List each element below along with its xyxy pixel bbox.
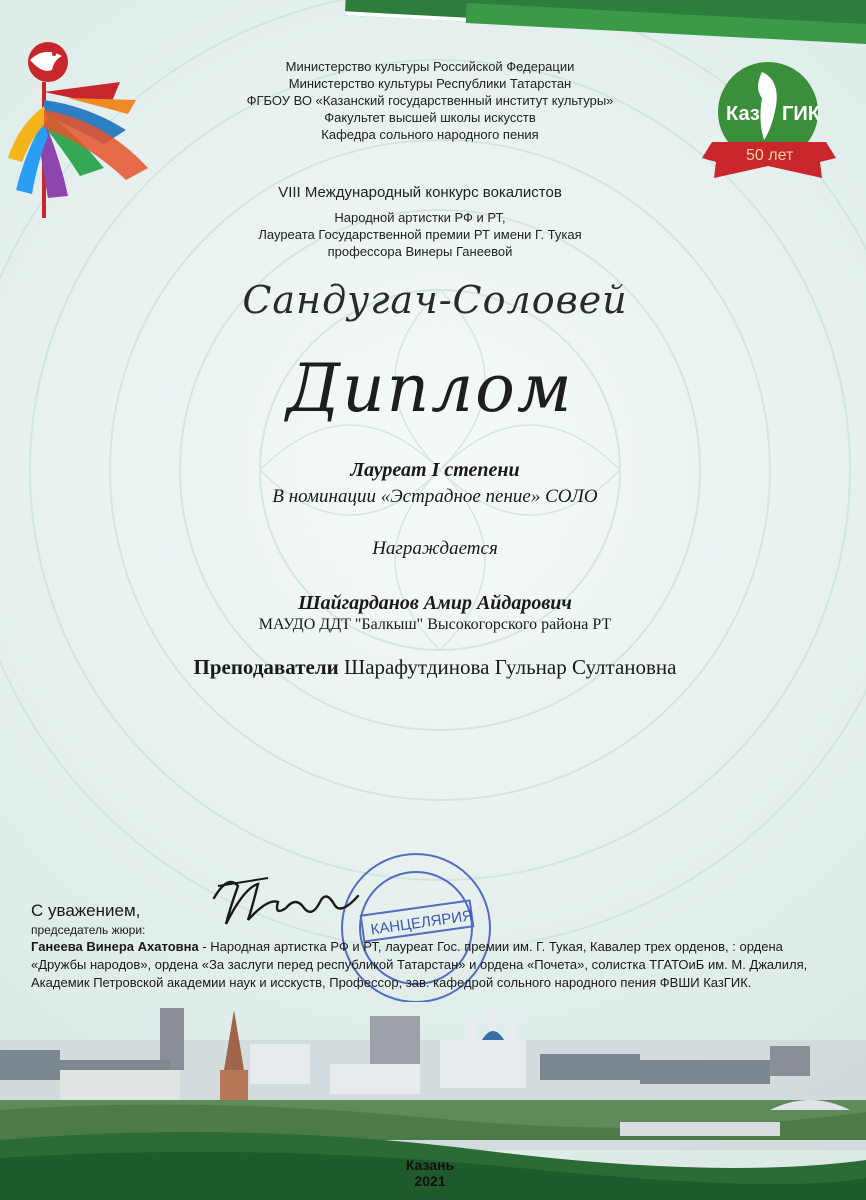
jury-description (31, 938, 831, 992)
awarded-label: Награждается (372, 538, 498, 559)
nomination: В номинации «Эстрадное пение» СОЛО (272, 486, 598, 507)
header-line: Министерство культуры Российской Федерации (285, 59, 575, 74)
recipient-name: Шайгарданов Амир Айдарович (298, 592, 572, 614)
contest-subline: профессора Винеры Ганеевой (327, 244, 513, 259)
contest-name: Сандугач-Соловей (242, 278, 628, 322)
kazgik-right-text: ГИК (782, 103, 820, 125)
stamp-text: КАНЦЕЛЯРИЯ (369, 907, 474, 939)
footer-year: 2021 (414, 1173, 446, 1189)
contest-subline: Народной артистки РФ и РТ, (334, 210, 506, 225)
ministry-header (180, 58, 680, 143)
teachers-label: Преподаватели (193, 655, 339, 679)
footer-city: Казань (405, 1157, 455, 1173)
jury-details: - Народная артистка РФ и РТ, лауреат Гос. премии им. Г. Тукая, Кавалер трех орденов, : ордена «Дружбы народов», ордена «За заслуги перед республикой Татарстан» и ордена «Почета», солистка ТГАТОиБ им. М. Джалиля, Академик Петровской академии наук и исскуств, Профессор, зав. кафедрой сольного народного пения ФВШИ КазГИК. (31, 939, 808, 990)
footer (330, 1157, 530, 1189)
header-line: Министерство культуры Республики Татарстан (288, 76, 572, 91)
laureate-degree: Лауреат I степени (350, 459, 520, 481)
jury-name: Ганеева Винера Ахатовна (31, 939, 199, 954)
kazgik-logo (702, 58, 838, 188)
diploma-title: Диплом (286, 350, 574, 427)
header-line: Факультет высшей школы искусств (324, 110, 536, 125)
teachers-name: Шарафутдинова Гульнар Султановна (344, 655, 677, 679)
jury-signature (208, 868, 368, 938)
kazgik-left-text: Каз (726, 103, 760, 125)
contest-subline: Лауреата Государственной премии РТ имени Г. Тукая (258, 227, 582, 242)
contest-title: VIII Международный конкурс вокалистов (278, 184, 562, 201)
contest-info (160, 183, 680, 260)
recipient-organization: МАУДО ДДТ "Балкыш" Высокогорского района РТ (258, 616, 612, 633)
kazgik-anniversary: 50 лет (746, 147, 794, 164)
header-line: Кафедра сольного народного пения (321, 127, 539, 142)
festival-logo (8, 40, 158, 225)
jury-label: председатель жюри: (31, 923, 146, 937)
teachers-line (150, 655, 720, 680)
header-line: ФГБОУ ВО «Казанский государственный институт культуры» (246, 93, 614, 108)
regards-text: С уважением, (31, 901, 141, 920)
